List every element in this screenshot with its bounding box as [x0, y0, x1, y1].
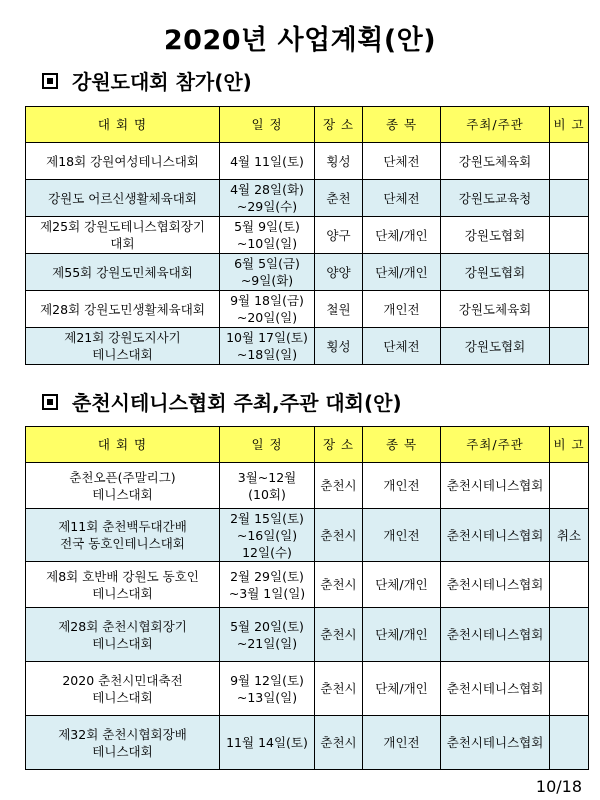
cell-name: 제25회 강원도테니스협회장기 대회 — [26, 217, 220, 254]
cell-event: 단체전 — [363, 180, 441, 217]
gangwon-schedule-table — [25, 106, 589, 365]
cell-place: 춘천시 — [315, 608, 363, 662]
cell-host: 강원도협회 — [441, 328, 550, 365]
cell-host: 춘천시테니스협회 — [441, 463, 550, 509]
cell-name: 제21회 강원도지사기 테니스대회 — [26, 328, 220, 365]
cell-name: 제18회 강원여성테니스대회 — [26, 143, 220, 180]
cell-place: 양양 — [315, 254, 363, 291]
table-row — [26, 291, 589, 328]
cell-date: 10월 17일(토) ~18일(일) — [220, 328, 315, 365]
cell-date: 9월 12일(토) ~13일(일) — [220, 662, 315, 716]
table-row — [26, 562, 589, 608]
cell-note: 취소 — [550, 509, 589, 562]
header-event: 종 목 — [363, 107, 441, 143]
table-row — [26, 463, 589, 509]
cell-date: 2월 29일(토) ~3월 1일(일) — [220, 562, 315, 608]
cell-date: 4월 11일(토) — [220, 143, 315, 180]
cell-note — [550, 254, 589, 291]
cell-place: 춘천시 — [315, 716, 363, 770]
table-header-row — [26, 427, 589, 463]
cell-note — [550, 143, 589, 180]
cell-note — [550, 217, 589, 254]
cell-date: 2월 15일(토) ~16일(일) 12일(수) — [220, 509, 315, 562]
header-host: 주최/주관 — [441, 107, 550, 143]
cell-date: 11월 14일(토) — [220, 716, 315, 770]
cell-event: 단체/개인 — [363, 662, 441, 716]
header-place: 장 소 — [315, 107, 363, 143]
cell-host: 춘천시테니스협회 — [441, 562, 550, 608]
cell-event: 개인전 — [363, 463, 441, 509]
cell-place: 양구 — [315, 217, 363, 254]
section-title-gangwon — [42, 66, 252, 95]
cell-date: 3월~12월 (10회) — [220, 463, 315, 509]
cell-name: 2020 춘천시민대축전 테니스대회 — [26, 662, 220, 716]
cell-name: 제28회 춘천시협회장기 테니스대회 — [26, 608, 220, 662]
cell-date: 6월 5일(금) ~9일(화) — [220, 254, 315, 291]
cell-name: 강원도 어르신생활체육대회 — [26, 180, 220, 217]
table-header-row — [26, 107, 589, 143]
cell-host: 춘천시테니스협회 — [441, 509, 550, 562]
cell-name: 춘천오픈(주말리그) 테니스대회 — [26, 463, 220, 509]
cell-host: 춘천시테니스협회 — [441, 716, 550, 770]
section-title-text: 강원도대회 참가(안) — [72, 70, 252, 94]
cell-note — [550, 463, 589, 509]
cell-host: 강원도협회 — [441, 254, 550, 291]
cell-date: 5월 20일(토) ~21일(일) — [220, 608, 315, 662]
page-title: 2020년 사업계획(안) — [163, 25, 437, 56]
cell-place: 춘천시 — [315, 562, 363, 608]
table-row — [26, 143, 589, 180]
header-date: 일 정 — [220, 107, 315, 143]
cell-note — [550, 328, 589, 365]
cell-date: 4월 28일(화) ~29일(수) — [220, 180, 315, 217]
cell-note — [550, 716, 589, 770]
cell-date: 9월 18일(금) ~20일(일) — [220, 291, 315, 328]
section-title-chuncheon — [42, 387, 402, 416]
cell-event: 개인전 — [363, 509, 441, 562]
cell-note — [550, 662, 589, 716]
cell-place: 횡성 — [315, 328, 363, 365]
cell-event: 개인전 — [363, 291, 441, 328]
header-name: 대 회 명 — [26, 427, 220, 463]
cell-event: 단체전 — [363, 328, 441, 365]
cell-name: 제28회 강원도민생활체육대회 — [26, 291, 220, 328]
square-bullet-icon — [42, 394, 58, 410]
cell-place: 춘천시 — [315, 463, 363, 509]
table-row — [26, 662, 589, 716]
table-row — [26, 509, 589, 562]
header-host: 주최/주관 — [441, 427, 550, 463]
cell-event: 개인전 — [363, 716, 441, 770]
cell-place: 횡성 — [315, 143, 363, 180]
page-number: 10/18 — [535, 777, 582, 796]
cell-place: 춘천시 — [315, 662, 363, 716]
cell-note — [550, 562, 589, 608]
cell-event: 단체/개인 — [363, 254, 441, 291]
cell-name: 제55회 강원도민체육대회 — [26, 254, 220, 291]
cell-place: 춘천 — [315, 180, 363, 217]
cell-event: 단체/개인 — [363, 608, 441, 662]
cell-name: 제11회 춘천백두대간배 전국 동호인테니스대회 — [26, 509, 220, 562]
cell-event: 단체/개인 — [363, 217, 441, 254]
header-event: 종 목 — [363, 427, 441, 463]
header-note: 비 고 — [550, 107, 589, 143]
square-bullet-icon — [42, 73, 58, 89]
cell-host: 강원도체육회 — [441, 143, 550, 180]
table-row — [26, 217, 589, 254]
cell-note — [550, 608, 589, 662]
cell-place: 철원 — [315, 291, 363, 328]
header-place: 장 소 — [315, 427, 363, 463]
cell-date: 5월 9일(토) ~10일(일) — [220, 217, 315, 254]
table-row — [26, 180, 589, 217]
header-date: 일 정 — [220, 427, 315, 463]
cell-event: 단체전 — [363, 143, 441, 180]
table-row — [26, 608, 589, 662]
cell-name: 제32회 춘천시협회장배 테니스대회 — [26, 716, 220, 770]
cell-host: 강원도교육청 — [441, 180, 550, 217]
cell-host: 춘천시테니스협회 — [441, 662, 550, 716]
cell-name: 제8회 호반배 강원도 동호인 테니스대회 — [26, 562, 220, 608]
cell-host: 춘천시테니스협회 — [441, 608, 550, 662]
header-note: 비 고 — [550, 427, 589, 463]
cell-host: 강원도체육회 — [441, 291, 550, 328]
table-row — [26, 328, 589, 365]
cell-host: 강원도협회 — [441, 217, 550, 254]
cell-note — [550, 180, 589, 217]
chuncheon-schedule-table — [25, 426, 589, 770]
header-name: 대 회 명 — [26, 107, 220, 143]
cell-place: 춘천시 — [315, 509, 363, 562]
cell-note — [550, 291, 589, 328]
section-title-text: 춘천시테니스협회 주최,주관 대회(안) — [72, 391, 402, 415]
table-row — [26, 716, 589, 770]
table-row — [26, 254, 589, 291]
cell-event: 단체/개인 — [363, 562, 441, 608]
